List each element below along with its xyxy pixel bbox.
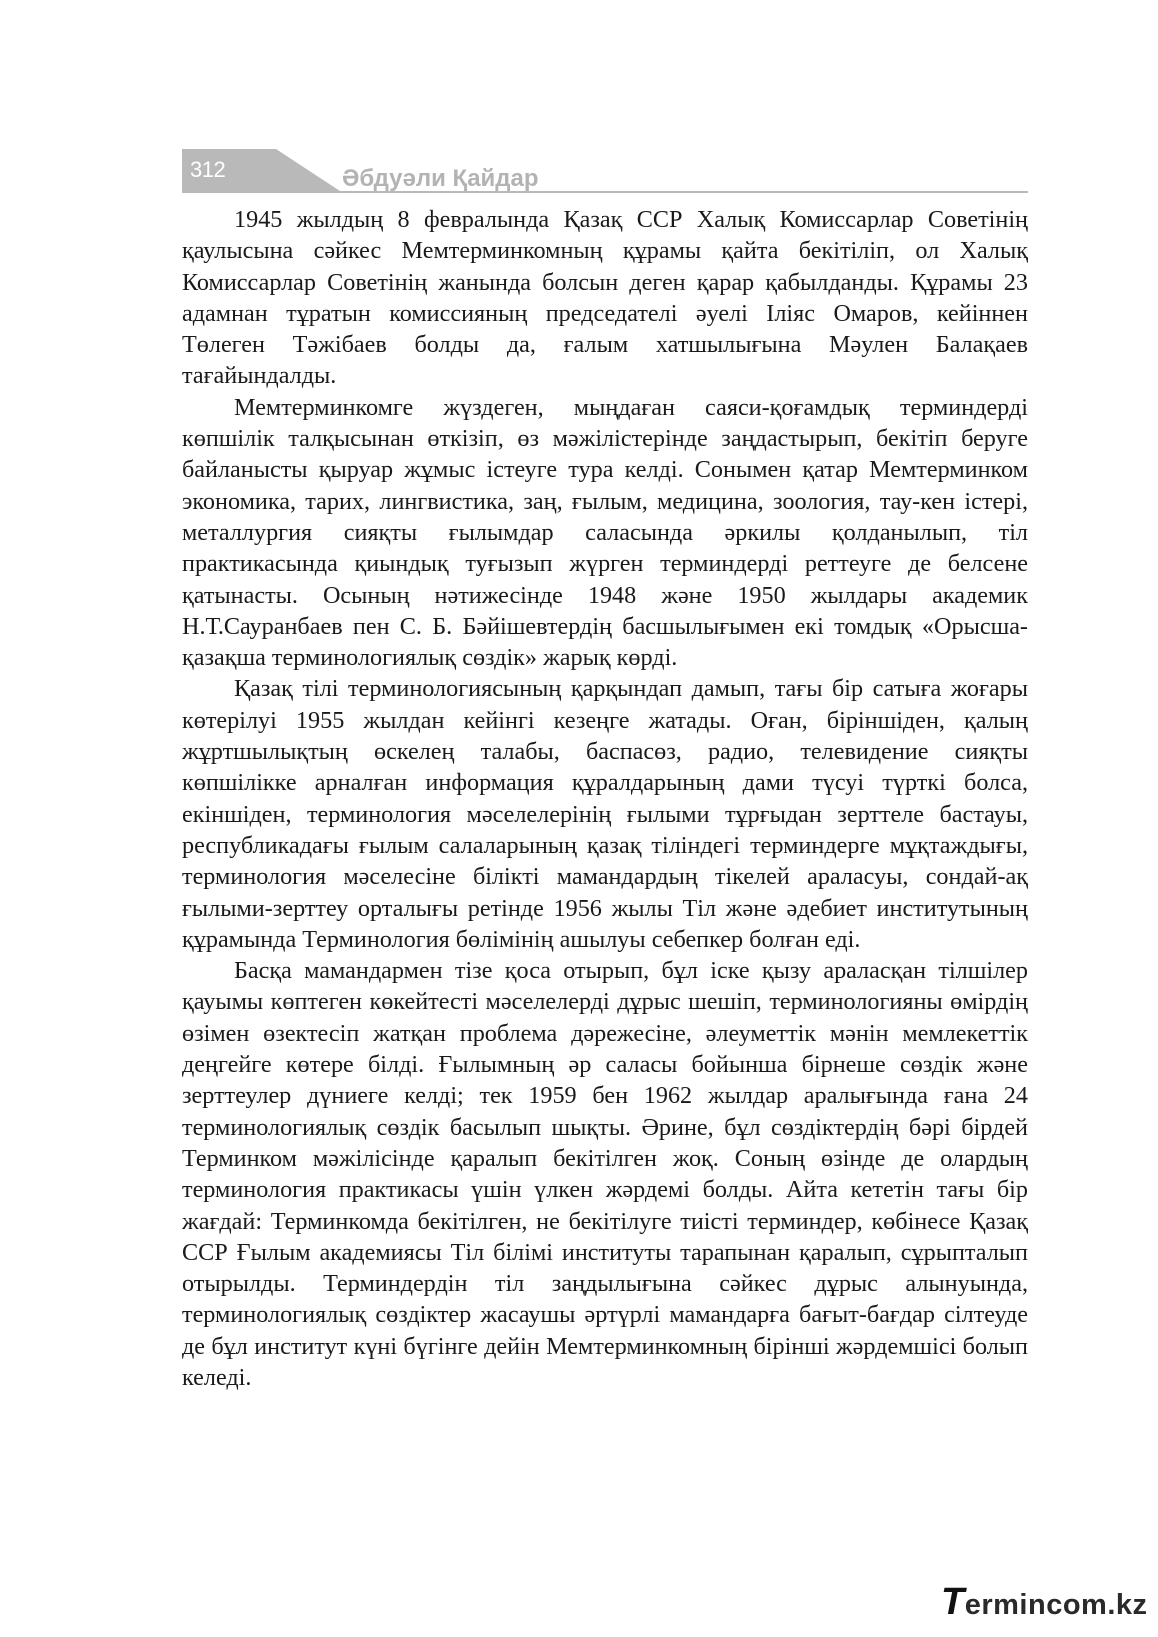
body-text [182, 204, 1028, 1393]
paragraph-2: Мемтерминкомге жүздеген, мыңдаған саяси-қоғамдық терминдерді көпшілік талқысынан өткізіп, өз мәжілістерінде заңдастырып, бекітіп беруге байланысты қыруар жұмыс істеуге тура келді. Сонымен қатар Мемтерминком экономика, тарих, лингвистика, заң, ғылым, медицина, зоология, тау-кен істері, металлургия сияқты ғылымдар саласында әркилы қолданылып, тіл практикасында қиындық туғызып жүрген терминдерді реттеуге де белсене қатынасты. Осының нәтижесінде 1948 және 1950 жылдары академик Н.Т.Сауранбаев пен С. Б. Бәйішевтердің басшылығымен екі томдық «Орысша-қазақша терминологиялық сөздік» жарық көрді. [182, 393, 1028, 672]
watermark-tail: m.kz [1081, 1589, 1148, 1621]
paragraph-3: Қазақ тілі терминологиясының қарқындап дамып, тағы бір сатыға жоғары көтерілуі 1955 жылдан кейінгі кезеңге жатады. Оған, біріншіден, қалың жұртшылықтың өскелең талабы, баспасөз, радио, телевидение сияқты көпшілікке арналған информация құралдарының дами түсуі түрткі болса, екіншіден, терминология мәселелерінің ғылыми тұрғыдан зерттеле бастауы, республикадағы ғылым салаларының қазақ тіліндегі терминдерге мұқтаждығы, терминология мәселесіне білікті мамандардың тікелей араласуы, сондай-ақ ғылыми-зерттеу орталығы ретінде 1956 жылы Тіл және әдебиет институтының құрамында Терминология бөлімінің ашылуы себепкер болған еді. [182, 675, 1028, 953]
running-author: Әбдуәли Қайдар [342, 165, 539, 192]
page-number-tab [182, 149, 276, 191]
termincom-watermark-logo [941, 1581, 1148, 1624]
watermark-initial: T [941, 1581, 965, 1623]
running-header [182, 149, 1028, 194]
page-tab-wedge [276, 149, 340, 191]
watermark-text: erminc [964, 1589, 1063, 1621]
page-number: 312 [190, 157, 226, 182]
paragraph-4: Басқа мамандармен тізе қоса отырып, бұл іске қызу араласқан тілшілер қауымы көптеген көкейтесті мәселелерді дұрыс шешіп, терминологияны өмірдің өзімен өзектесіп жатқан проблема дәрежесіне, әлеуметтік мәнін мемлекеттік деңгейге көтере білді. Ғылымның әр саласы бойынша бірнеше сөздік және зерттеулер дүниеге келді; тек 1959 бен 1962 жылдар аралығында ғана 24 терминологиялық сөздік басылып шықты. Әрине, бұл сөздіктердің бәрі бірдей Терминком мәжілісінде қаралып бекітілген жоқ. Соның өзінде де олардың терминология практикасы үшін үлкен жәрдемі болды. Айта кететін тағы бір жағдай: Терминкомда бекітілген, не бекітілуге тиісті терминдер, көбінесе Қазақ ССР Ғылым академиясы Тіл білімі институты тарапынан қаралып, сұрыпталып отырылды. Терминдердін тіл заңдылығына сәйкес дұрыс алынуында, терминологиялық сөздіктер жасаушы әртүрлі мамандарға бағыт-бағдар сілтеуде де бұл институт күні бүгінге дейін Мемтерминкомның бірінші жәрдемшісі болып келеді. [182, 957, 1028, 1391]
watermark-o: o [1062, 1589, 1082, 1621]
paragraph-1: 1945 жылдың 8 февралында Қазақ ССР Халық Комиссарлар Советінің қаулысына сәйкес Мемтерминкомның құрамы қайта бекітіліп, ол Халық Комиссарлар Советінің жанында болсын деген қарар қабылданды. Құрамы 23 адамнан тұратын комиссияның председателі әуелі Іліяс Омаров, кейіннен Төлеген Тәжібаев болды да, ғалым хатшылығына Мәулен Балақаев тағайындалды. [182, 206, 1028, 390]
header-rule [182, 191, 1028, 193]
